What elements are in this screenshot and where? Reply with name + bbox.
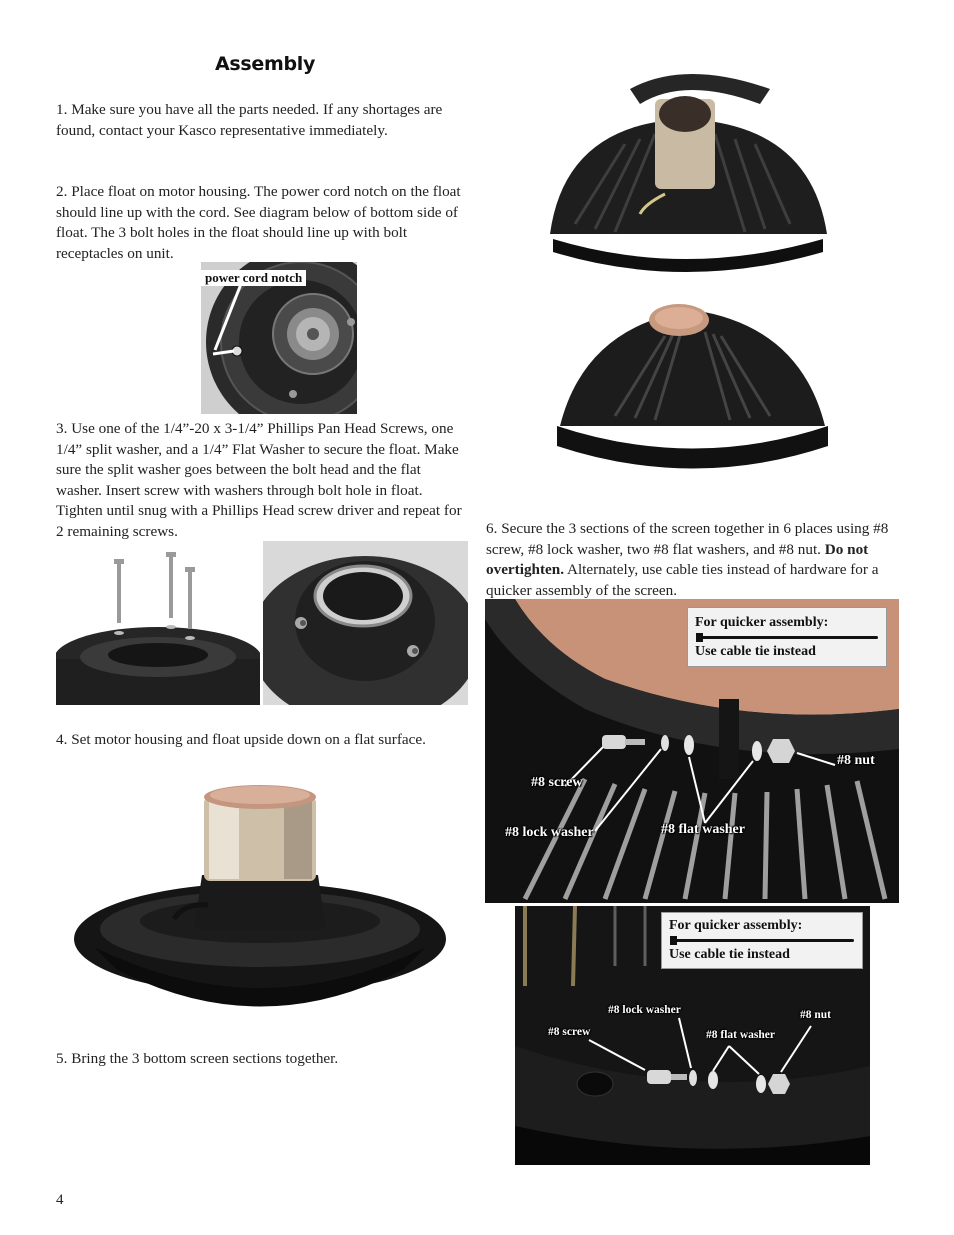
screw-label-2: #8 screw <box>548 1026 591 1038</box>
step-6-warning: Do not overtighten. <box>486 540 869 579</box>
cable-tie-icon <box>698 636 878 639</box>
step-6-text <box>486 519 896 601</box>
lock-washer-label-2: #8 lock washer <box>608 1004 681 1016</box>
hardware-detail-photo-2 <box>515 906 870 1165</box>
cable-tie-callout-2 <box>661 912 863 969</box>
callout-1-title: For quicker assembly: <box>695 615 829 630</box>
screen-assembled-photo <box>555 296 830 490</box>
float-bottom-photo <box>201 262 357 414</box>
step-3-text: 3. Use one of the 1/4”-20 x 3-1/4” Phillips Pan Head Screws, one 1/4” split washer, and a 1/4” Flat Washer to secure the float. Make sure the split washer goes between the bolt head and the flat washer. Insert screw with washers through bolt hole in float. Tighten until snug with a Phillips Head screw driver and repeat for 2 remaining screws. <box>56 420 462 540</box>
nut-label-2: #8 nut <box>800 1009 831 1021</box>
screw-label-1: #8 screw <box>531 775 583 790</box>
step-6-text-a: 6. Secure the 3 sections of the screen together in 6 places using #8 screw, #8 lock washer, two #8 flat washers, and #8 nut. <box>486 520 889 558</box>
screws-photo <box>56 541 260 705</box>
callout-2-body: Use cable tie instead <box>669 947 790 962</box>
step-1-text: 1. Make sure you have all the parts needed. If any shortages are found, contact your Kasco representative immediately. <box>56 101 443 139</box>
step-2-text: 2. Place float on motor housing. The power cord notch on the float should line up with the cord. See diagram below of bottom side of float. The 3 bolt holes in the float should line up with bolt receptacles on unit. <box>56 183 461 262</box>
power-cord-notch-label: power cord notch <box>201 270 306 286</box>
cable-tie-icon-2 <box>672 939 854 942</box>
hardware-detail-photo-1 <box>485 599 899 903</box>
page-number: 4 <box>56 1192 64 1208</box>
step-4-text: 4. Set motor housing and float upside down on a flat surface. <box>56 731 426 748</box>
flat-washer-label-1: #8 flat washer <box>661 822 745 837</box>
lock-washer-label-1: #8 lock washer <box>505 825 594 840</box>
motor-upside-down-photo <box>74 779 446 1027</box>
flat-washer-label-2: #8 flat washer <box>706 1029 775 1041</box>
screen-exploded-photo <box>545 64 830 274</box>
float-top-photo <box>263 541 468 705</box>
step-5-text: 5. Bring the 3 bottom screen sections together. <box>56 1050 339 1067</box>
cable-tie-callout-1 <box>687 607 887 667</box>
step-6-text-b: Alternately, use cable ties instead of hardware for a quicker assembly of the screen. <box>486 561 879 599</box>
callout-1-body: Use cable tie instead <box>695 644 816 659</box>
nut-label-1: #8 nut <box>837 753 875 768</box>
callout-2-title: For quicker assembly: <box>669 918 803 933</box>
section-heading: Assembly <box>215 53 316 75</box>
